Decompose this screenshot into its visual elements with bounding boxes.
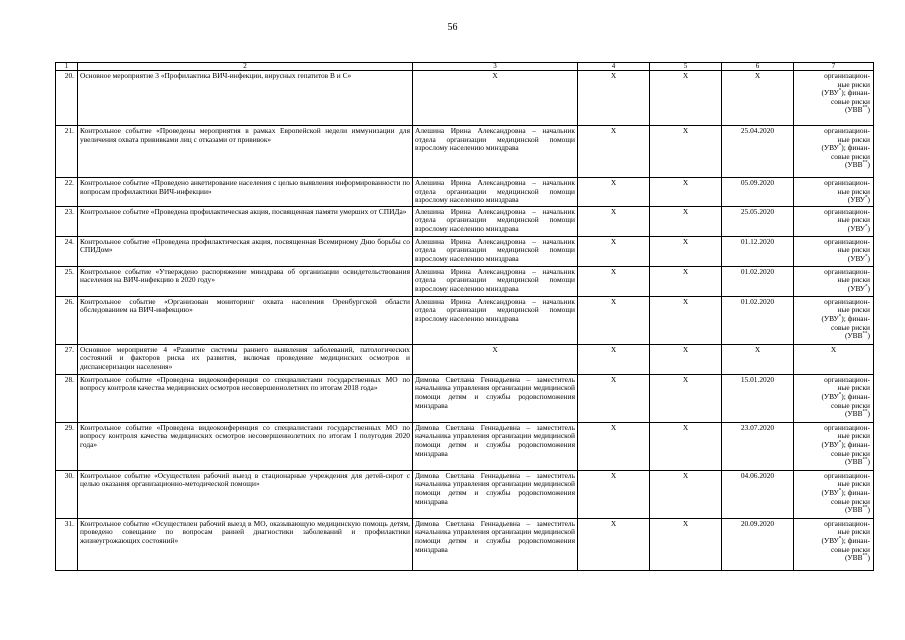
- event-name: Контрольное событие «Организован мониторинг охвата населения Оренбургской области обследованием на ВИЧ-инфекцию»: [78, 296, 413, 344]
- table-row: [56, 470, 874, 518]
- column-header: 7: [794, 63, 874, 71]
- event-name: Контрольное событие «Проведено анкетирование населения с целью выявления информированности по вопросам профилактики ВИЧ-инфекции»: [78, 178, 413, 207]
- risks-cell: организацион- ные риски (УВУ*); финан- совые риски (УВВ**): [794, 126, 874, 178]
- risks-cell: организацион- ные риски (УВУ*); финан- совые риски (УВВ**): [794, 296, 874, 344]
- responsible-person: Димова Светлана Геннадьевна – заместитель начальника управления организации медицинской помощи детям и службы родовспоможения минздрава: [413, 374, 578, 422]
- table-row: [56, 374, 874, 422]
- start-date: Х: [578, 470, 650, 518]
- start-date: Х: [578, 518, 650, 570]
- column-header: 3: [413, 63, 578, 71]
- start-date: Х: [578, 296, 650, 344]
- table-row: [56, 296, 874, 344]
- control-date: Х: [722, 344, 794, 374]
- row-number: 22.: [56, 178, 78, 207]
- plan-table: [55, 62, 874, 571]
- end-date: Х: [650, 374, 722, 422]
- end-date: Х: [650, 236, 722, 266]
- table-row: [56, 236, 874, 266]
- event-name: Основное мероприятие 4 «Развитие системы раннего выявления заболеваний, патологических состояний и факторов риска их развития, включая проведение медицинских осмотров и диспансеризации населения»: [78, 344, 413, 374]
- risks-cell: организацион- ные риски (УВУ*); финан- совые риски (УВВ**): [794, 518, 874, 570]
- start-date: Х: [578, 178, 650, 207]
- responsible-person: Алешина Ирина Александровна – начальник отдела организации медицинской помощи взрослому населению минздрава: [413, 126, 578, 178]
- row-number: 20.: [56, 71, 78, 126]
- table-row: [56, 518, 874, 570]
- start-date: Х: [578, 374, 650, 422]
- responsible-person: Димова Светлана Геннадьевна – заместитель начальника управления организации медицинской помощи детям и службы родовспоможения минздрава: [413, 470, 578, 518]
- event-name: Контрольное событие «Проведена видеоконференция со специалистами государственных МО по вопросу контроля качества медицинских осмотров несовершеннолетних по итогам 2018 года»: [78, 374, 413, 422]
- end-date: Х: [650, 71, 722, 126]
- responsible-person: Х: [413, 71, 578, 126]
- row-number: 26.: [56, 296, 78, 344]
- end-date: Х: [650, 266, 722, 296]
- start-date: Х: [578, 422, 650, 470]
- column-header: 2: [78, 63, 413, 71]
- table-row: [56, 344, 874, 374]
- risks-cell: организацион- ные риски (УВУ*); финан- совые риски (УВВ**): [794, 71, 874, 126]
- risks-cell: организацион- ные риски (УВУ*); финан- совые риски (УВВ**): [794, 422, 874, 470]
- table-row: [56, 422, 874, 470]
- row-number: 31.: [56, 518, 78, 570]
- risks-cell: организацион- ные риски (УВУ*); финан- совые риски (УВВ**): [794, 374, 874, 422]
- row-number: 24.: [56, 236, 78, 266]
- start-date: Х: [578, 206, 650, 236]
- responsible-person: Алешина Ирина Александровна – начальник отдела организации медицинской помощи взрослому населению минздрава: [413, 236, 578, 266]
- risks-cell: организацион- ные риски (УВУ*): [794, 178, 874, 207]
- control-date: 15.01.2020: [722, 374, 794, 422]
- event-name: Контрольное событие «Проведены мероприятия в рамках Европейской недели иммунизации для увеличения охвата прививками лиц с отказами от прививок»: [78, 126, 413, 178]
- responsible-person: Димова Светлана Геннадьевна – заместитель начальника управления организации медицинской помощи детям и службы родовспоможения минздрава: [413, 518, 578, 570]
- table-row: [56, 71, 874, 126]
- risks-cell: организацион- ные риски (УВУ*): [794, 236, 874, 266]
- event-name: Основное мероприятие 3 «Профилактика ВИЧ-инфекции, вирусных гепатитов В и С»: [78, 71, 413, 126]
- page-number: 56: [447, 22, 458, 33]
- row-number: 28.: [56, 374, 78, 422]
- end-date: Х: [650, 126, 722, 178]
- control-date: 01.02.2020: [722, 296, 794, 344]
- row-number: 25.: [56, 266, 78, 296]
- column-header: 6: [722, 63, 794, 71]
- column-header-row: [56, 63, 874, 71]
- control-date: Х: [722, 71, 794, 126]
- end-date: Х: [650, 296, 722, 344]
- table-row: [56, 126, 874, 178]
- control-date: 25.04.2020: [722, 126, 794, 178]
- control-date: 01.02.2020: [722, 266, 794, 296]
- column-header: 4: [578, 63, 650, 71]
- risks-cell: организацион- ные риски (УВУ*): [794, 206, 874, 236]
- control-date: 20.09.2020: [722, 518, 794, 570]
- responsible-person: Алешина Ирина Александровна – начальник отдела организации медицинской помощи взрослому населению минздрава: [413, 178, 578, 207]
- start-date: Х: [578, 266, 650, 296]
- end-date: Х: [650, 344, 722, 374]
- risks-cell: организацион- ные риски (УВУ*): [794, 266, 874, 296]
- end-date: Х: [650, 206, 722, 236]
- row-number: 27.: [56, 344, 78, 374]
- control-date: 01.12.2020: [722, 236, 794, 266]
- risks-cell: Х: [794, 344, 874, 374]
- responsible-person: Алешина Ирина Александровна – начальник отдела организации медицинской помощи взрослому населению минздрава: [413, 266, 578, 296]
- responsible-person: Алешина Ирина Александровна – начальник отдела организации медицинской помощи взрослому населению минздрава: [413, 296, 578, 344]
- control-date: 04.06.2020: [722, 470, 794, 518]
- table-row: [56, 178, 874, 207]
- start-date: Х: [578, 126, 650, 178]
- responsible-person: Х: [413, 344, 578, 374]
- event-name: Контрольное событие «Проведена профилактическая акция, посвященная памяти умерших от СПИДа»: [78, 206, 413, 236]
- table-row: [56, 266, 874, 296]
- start-date: Х: [578, 344, 650, 374]
- end-date: Х: [650, 518, 722, 570]
- end-date: Х: [650, 470, 722, 518]
- responsible-person: Алешина Ирина Александровна – начальник отдела организации медицинской помощи взрослому населению минздрава: [413, 206, 578, 236]
- responsible-person: Димова Светлана Геннадьевна – заместитель начальника управления организации медицинской помощи детям и службы родовспоможения минздрава: [413, 422, 578, 470]
- column-header: 1: [56, 63, 78, 71]
- risks-cell: организацион- ные риски (УВУ*); финан- совые риски (УВВ**): [794, 470, 874, 518]
- column-header: 5: [650, 63, 722, 71]
- row-number: 23.: [56, 206, 78, 236]
- event-name: Контрольное событие «Осуществлен рабочий выезд в МО, оказывающую медицинскую помощь детям, проведено совещание по вопросам ранней диагностики заболеваний и профилактики жизнеугрожающих состояний»: [78, 518, 413, 570]
- row-number: 30.: [56, 470, 78, 518]
- end-date: Х: [650, 422, 722, 470]
- control-date: 05.09.2020: [722, 178, 794, 207]
- row-number: 21.: [56, 126, 78, 178]
- start-date: Х: [578, 236, 650, 266]
- start-date: Х: [578, 71, 650, 126]
- event-name: Контрольное событие «Утверждено распоряжение минздрава об организации освидетельствования населения на ВИЧ-инфекцию в 2020 году»: [78, 266, 413, 296]
- control-date: 25.05.2020: [722, 206, 794, 236]
- end-date: Х: [650, 178, 722, 207]
- event-name: Контрольное событие «Осуществлен рабочий выезд в стационарные учреждения для детей-сирот с целью оказания организационно-методической помощи»: [78, 470, 413, 518]
- control-date: 23.07.2020: [722, 422, 794, 470]
- row-number: 29.: [56, 422, 78, 470]
- event-name: Контрольное событие «Проведена профилактическая акция, посвященная Всемирному Дню борьбы со СПИДом»: [78, 236, 413, 266]
- table-row: [56, 206, 874, 236]
- event-name: Контрольное событие «Проведена видеоконференция со специалистами государственных МО по вопросу контроля качества медицинских осмотров несовершеннолетних по итогам I полугодия 2020 года»: [78, 422, 413, 470]
